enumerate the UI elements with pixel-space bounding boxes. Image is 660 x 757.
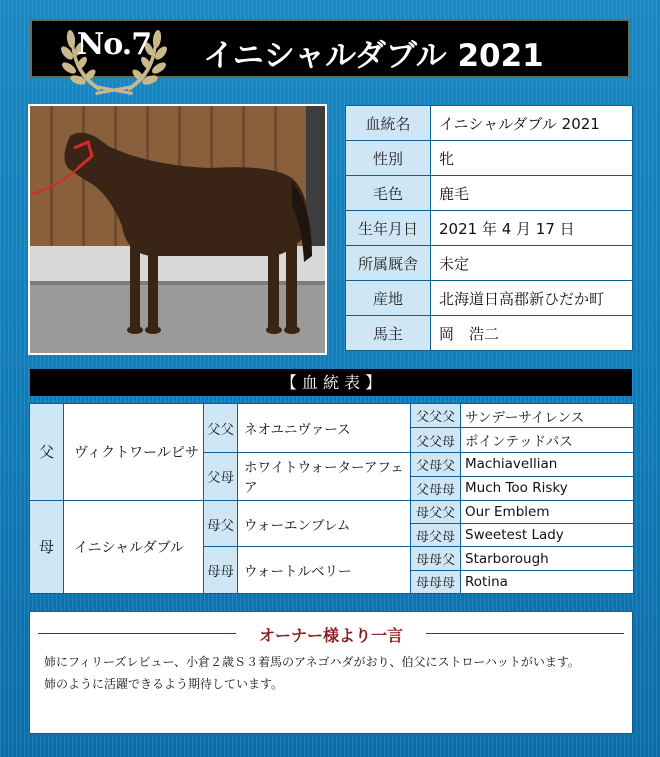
profile-label: 毛色 <box>346 176 431 211</box>
profile-value: 岡 浩二 <box>431 316 633 351</box>
sire-dam-name: ホワイトウォーターアフェア <box>238 452 411 500</box>
profile-value: 北海道日高郡新ひだか町 <box>431 281 633 316</box>
profile-value: 鹿毛 <box>431 176 633 211</box>
ancestor-name: Starborough <box>461 547 634 570</box>
horse-photo <box>28 104 327 355</box>
ancestor-label: 母父母 <box>411 524 461 547</box>
dam-label: 母 <box>30 500 64 593</box>
ancestor-name: Rotina <box>461 570 634 593</box>
profile-label: 産地 <box>346 281 431 316</box>
profile-value: イニシャルダブル 2021 <box>431 106 633 141</box>
dam-dam-name: ウォートルベリー <box>238 547 411 594</box>
pedigree-heading: 【 血 統 表 】 <box>30 369 632 396</box>
dam-dam-label: 母母 <box>204 547 238 594</box>
profile-row <box>346 246 633 281</box>
profile-value: 未定 <box>431 246 633 281</box>
sire-sire-label: 父父 <box>204 404 238 453</box>
ancestor-name: ポインテッドパス <box>461 428 634 452</box>
owner-message-header <box>30 623 632 643</box>
dam-sire-name: ウォーエンブレム <box>238 500 411 547</box>
ancestor-label: 母母母 <box>411 570 461 593</box>
profile-label: 生年月日 <box>346 211 431 246</box>
profile-row <box>346 106 633 141</box>
header-banner <box>30 19 630 78</box>
profile-label: 所属厩舎 <box>346 246 431 281</box>
laurel-wreath-icon <box>59 13 169 99</box>
dam-sire-label: 母父 <box>204 500 238 547</box>
ancestor-label: 母母父 <box>411 547 461 570</box>
profile-row <box>346 176 633 211</box>
profile-label: 性別 <box>346 141 431 176</box>
owner-message-title: オーナー様より一言 <box>258 626 403 645</box>
dam-name: イニシャルダブル <box>64 500 204 593</box>
owner-message-body <box>44 651 626 695</box>
ancestor-name: サンデーサイレンス <box>461 404 634 428</box>
profile-row <box>346 281 633 316</box>
sire-sire-name: ネオユニヴァース <box>238 404 411 453</box>
sire-label: 父 <box>30 404 64 501</box>
ancestor-label: 父母父 <box>411 452 461 476</box>
entry-number: No.7 <box>76 27 152 62</box>
profile-table <box>345 105 633 351</box>
pedigree-row <box>30 404 634 428</box>
profile-row <box>346 211 633 246</box>
horse-title: イニシャルダブル 2021 <box>203 38 544 74</box>
ancestor-label: 父父母 <box>411 428 461 452</box>
ancestor-label: 父母母 <box>411 476 461 500</box>
profile-row <box>346 141 633 176</box>
profile-label: 馬主 <box>346 316 431 351</box>
profile-value: 2021 年 4 月 17 日 <box>431 211 633 246</box>
owner-message-line: 姉のように活躍できるよう期待しています。 <box>44 677 284 691</box>
owner-message-box <box>29 611 633 734</box>
sire-dam-label: 父母 <box>204 452 238 500</box>
ancestor-name: Our Emblem <box>461 500 634 523</box>
owner-message-line: 姉にフィリーズレビュー、小倉２歳Ｓ３着馬のアネゴハダがおり、伯父にストローハットがいます。 <box>44 655 580 669</box>
profile-label: 血統名 <box>346 106 431 141</box>
pedigree-row <box>30 500 634 523</box>
ancestor-label: 父父父 <box>411 404 461 428</box>
sire-name: ヴィクトワールピサ <box>64 404 204 501</box>
profile-value: 牝 <box>431 141 633 176</box>
profile-row <box>346 316 633 351</box>
ancestor-label: 母父父 <box>411 500 461 523</box>
pedigree-table <box>29 403 634 594</box>
ancestor-name: Machiavellian <box>461 452 634 476</box>
ancestor-name: Sweetest Lady <box>461 524 634 547</box>
ancestor-name: Much Too Risky <box>461 476 634 500</box>
